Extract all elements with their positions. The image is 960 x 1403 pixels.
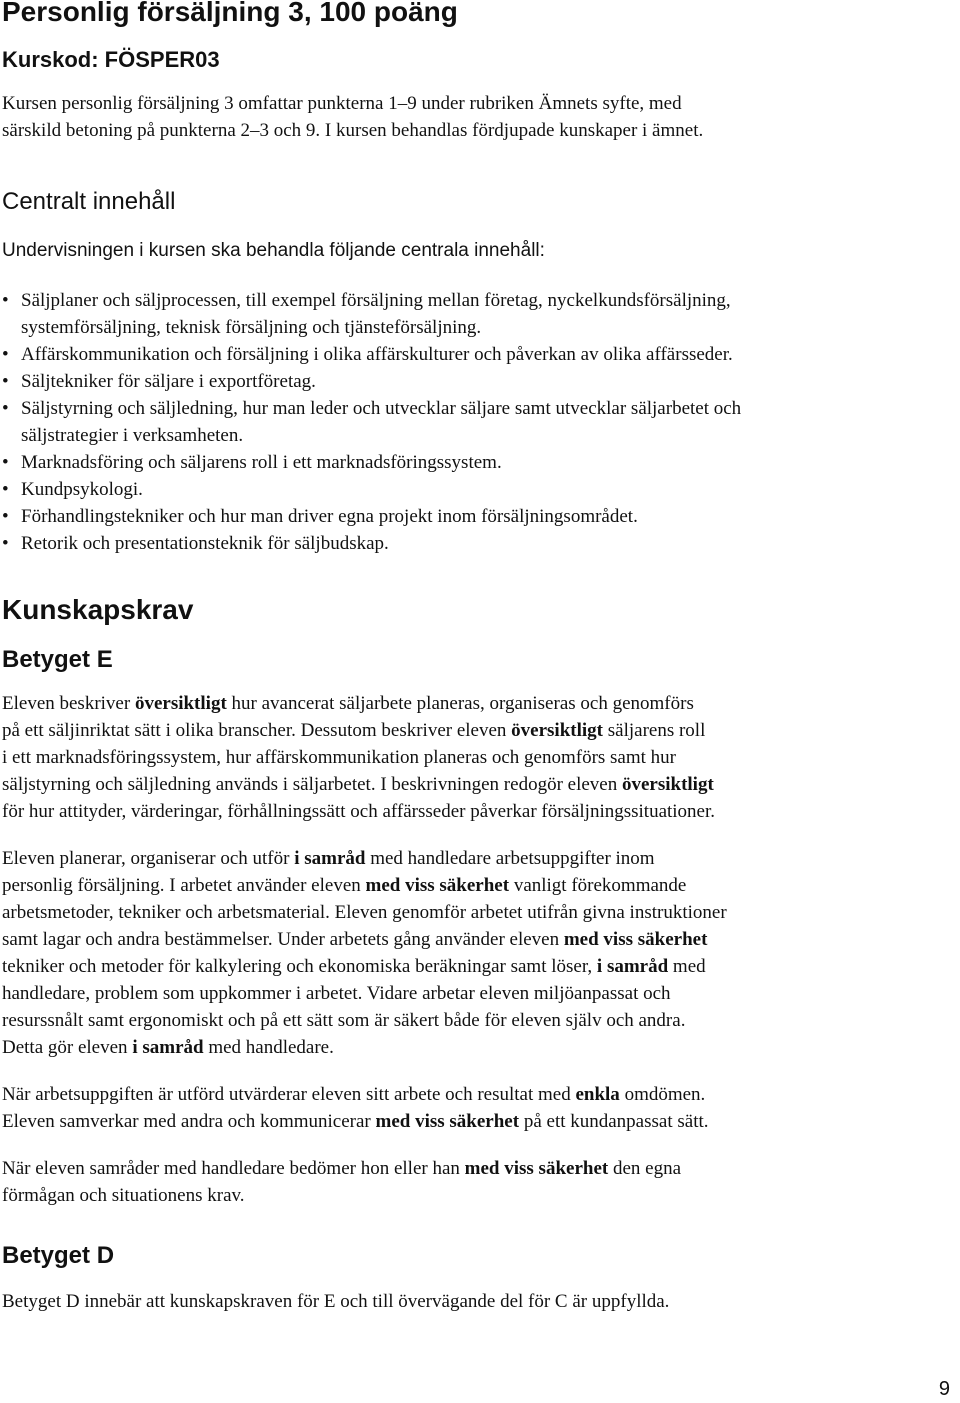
list-item-text: • Retorik och presentationsteknik för säljbudskap. xyxy=(21,533,389,554)
list-item-text: • Affärskommunikation och försäljning i olika affärskulturer och påverkan av olika affärsseder. xyxy=(21,344,733,365)
list-item-text: • Säljstyrning och säljledning, hur man leder och utvecklar säljare samt utvecklar säljarbetet och xyxy=(21,398,742,419)
list-item xyxy=(2,530,932,557)
paragraph-line: När arbetsuppgiften är utförd utvärderar eleven sitt arbete och resultat med enkla omdömen. xyxy=(2,1084,706,1105)
list-item-text: systemförsäljning, teknisk försäljning och tjänsteförsäljning. xyxy=(21,317,482,338)
list-item xyxy=(2,476,932,503)
list-item-text: • Förhandlingstekniker och hur man driver egna projekt inom försäljningsområdet. xyxy=(21,506,638,527)
paragraph-line: säljstyrning och säljledning används i säljarbetet. I beskrivningen redogör eleven översiktligt xyxy=(2,774,714,795)
content-heading: Centralt innehåll xyxy=(2,188,176,215)
paragraph-line: i ett marknadsföringssystem, hur affärskommunikation planeras och genomförs samt hur xyxy=(2,747,676,768)
paragraph-line: handledare, problem som uppkommer i arbetet. Vidare arbetar eleven miljöanpassat och xyxy=(2,983,671,1004)
page-title: Personlig försäljning 3, 100 poäng xyxy=(2,0,458,27)
list-item-text: • Säljtekniker för säljare i exportföretag. xyxy=(21,371,316,392)
content-subheading: Undervisningen i kursen ska behandla följande centrala innehåll: xyxy=(2,240,545,261)
grade-d-heading: Betyget D xyxy=(2,1242,115,1269)
grade-d-paragraph xyxy=(2,1288,932,1315)
paragraph-line: på ett säljinriktat sätt i olika branscher. Dessutom beskriver eleven översiktligt säljarens roll xyxy=(2,720,706,741)
grade-e-heading: Betyget E xyxy=(2,646,113,673)
list-item xyxy=(2,395,932,449)
list-item xyxy=(2,287,932,341)
paragraph-line: Eleven planerar, organiserar och utför i samråd med handledare arbetsuppgifter inom xyxy=(2,848,655,869)
list-item xyxy=(2,449,932,476)
grade-e-paragraph-4 xyxy=(2,1155,932,1209)
list-item-text: • Kundpsykologi. xyxy=(21,479,143,500)
paragraph-line: samt lagar och andra bestämmelser. Under arbetets gång använder eleven med viss säkerhet xyxy=(2,929,708,950)
paragraph-line: resurssnålt samt ergonomiskt och på ett sätt som är säkert både för eleven själv och andra. xyxy=(2,1010,686,1031)
list-item xyxy=(2,341,932,368)
list-item xyxy=(2,368,932,395)
paragraph-line: Eleven samverkar med andra och kommunicerar med viss säkerhet på ett kundanpassat sätt. xyxy=(2,1111,709,1132)
intro-paragraph xyxy=(2,90,932,144)
grade-e-paragraph-1 xyxy=(2,690,932,825)
requirements-heading: Kunskapskrav xyxy=(2,594,194,625)
page-number: 9 xyxy=(938,1378,950,1400)
content-list xyxy=(2,287,932,557)
course-code: Kurskod: FÖSPER03 xyxy=(2,47,220,72)
list-item-text: • Säljplaner och säljprocessen, till exempel försäljning mellan företag, nyckelkundsförsäljning, xyxy=(21,290,731,311)
intro-line: Kursen personlig försäljning 3 omfattar punkterna 1–9 under rubriken Ämnets syfte, med xyxy=(2,93,682,114)
paragraph-line: personlig försäljning. I arbetet använder eleven med viss säkerhet vanligt förekommande xyxy=(2,875,687,896)
paragraph-line: förmågan och situationens krav. xyxy=(2,1185,245,1206)
list-item-text: • Marknadsföring och säljarens roll i ett marknadsföringssystem. xyxy=(21,452,502,473)
grade-e-paragraph-2 xyxy=(2,845,932,1061)
paragraph-line: Detta gör eleven i samråd med handledare. xyxy=(2,1037,334,1058)
paragraph-line: tekniker och metoder för kalkylering och ekonomiska beräkningar samt löser, i samråd med xyxy=(2,956,706,977)
intro-line: särskild betoning på punkterna 2–3 och 9. I kursen behandlas fördjupade kunskaper i ämnet. xyxy=(2,120,704,141)
paragraph-line: När eleven samråder med handledare bedömer hon eller han med viss säkerhet den egna xyxy=(2,1158,682,1179)
grade-e-paragraph-3 xyxy=(2,1081,932,1135)
paragraph-line: Eleven beskriver översiktligt hur avancerat säljarbete planeras, organiseras och genomförs xyxy=(2,693,694,714)
list-item-text: säljstrategier i verksamheten. xyxy=(21,425,244,446)
paragraph-line: Betyget D innebär att kunskapskraven för E och till övervägande del för C är uppfyllda. xyxy=(2,1291,670,1312)
list-item xyxy=(2,503,932,530)
paragraph-line: för hur attityder, värderingar, förhållningssätt och affärsseder påverkar försäljningssituationer. xyxy=(2,801,716,822)
paragraph-line: arbetsmetoder, tekniker och arbetsmaterial. Eleven genomför arbetet utifrån givna instruktioner xyxy=(2,902,727,923)
